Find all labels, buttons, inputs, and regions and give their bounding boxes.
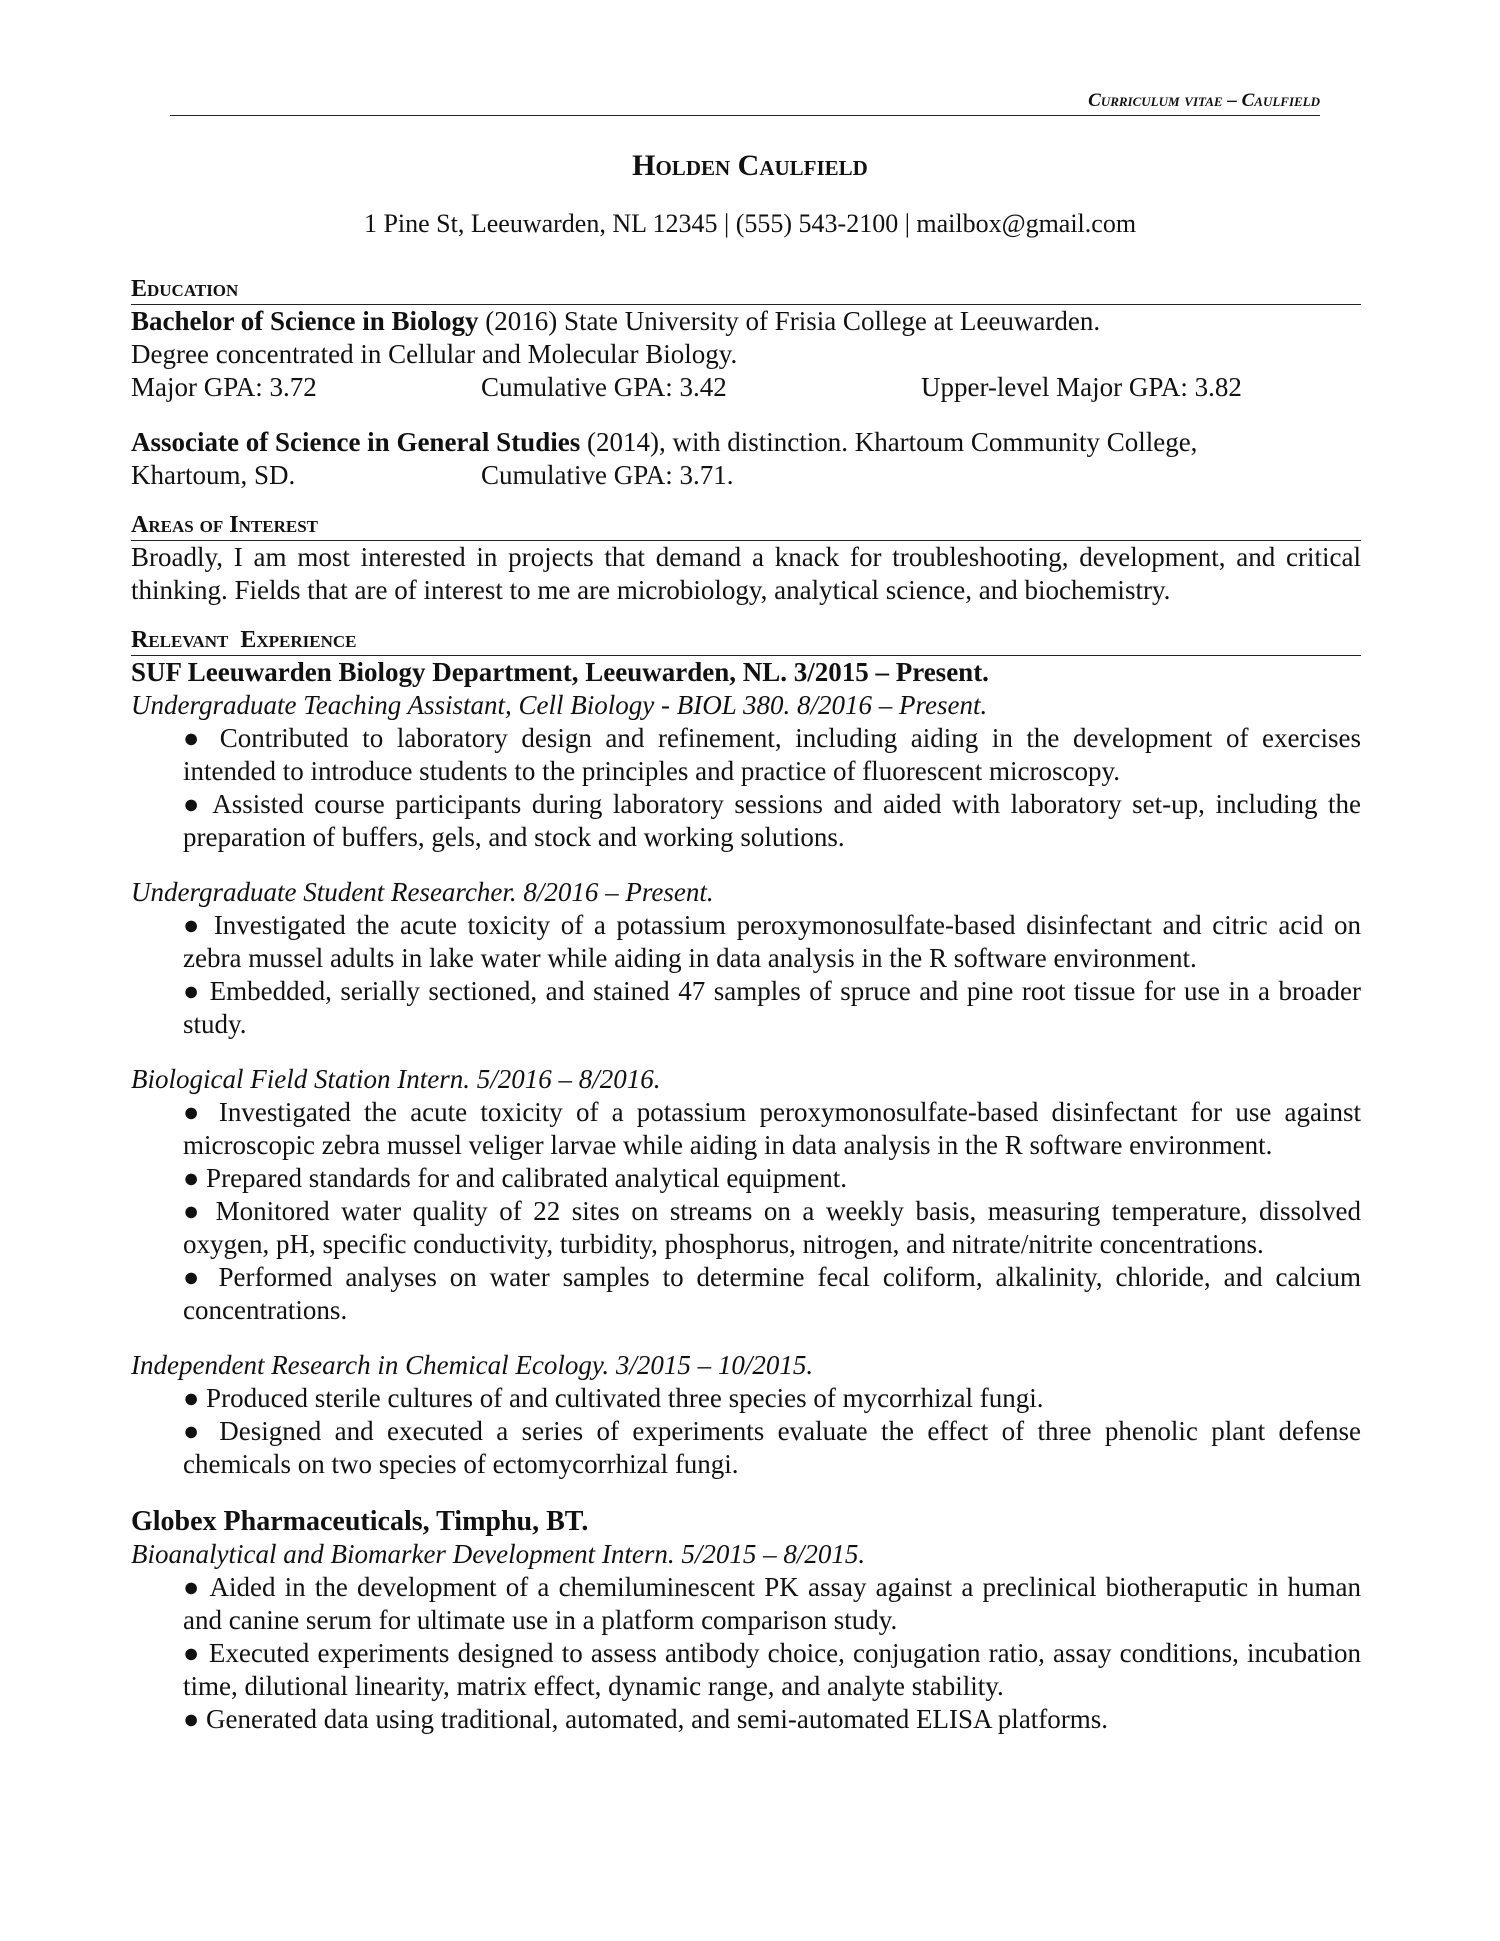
degree2-line: [131, 426, 1361, 459]
list-item: ● Performed analyses on water samples to determine fecal coliform, alkalinity, chloride, and calcium concentrations.: [183, 1262, 1361, 1325]
cumulative-gpa: Cumulative GPA: 3.42: [481, 372, 727, 402]
list-item: ● Prepared standards for and calibrated analytical equipment.: [183, 1163, 848, 1193]
list-item: ● Contributed to laboratory design and refinement, including aiding in the development of exercises intended to introduce students to the principles and practice of fluorescent microscopy.: [183, 723, 1361, 786]
role1-bullets: [131, 722, 1361, 854]
cv-content: [131, 274, 1361, 1736]
degree2-location: Khartoum, SD.: [131, 460, 296, 490]
degree2-cumulative-gpa: Cumulative GPA: 3.71.: [481, 460, 734, 490]
degree1-line: [131, 305, 1361, 338]
role2-bullets: [131, 909, 1361, 1041]
role2-title: Undergraduate Student Researcher. 8/2016 – Present.: [131, 877, 714, 907]
role3-title: Biological Field Station Intern. 5/2016 – 8/2016.: [131, 1064, 661, 1094]
list-item: ● Aided in the development of a chemiluminescent PK assay against a preclinical biotheraputic in human and canine serum for ultimate use in a platform comparison study.: [183, 1572, 1361, 1635]
role3-bullets: [131, 1096, 1361, 1327]
role4-bullets: [131, 1382, 1361, 1481]
candidate-name: Holden Caulfield: [632, 149, 868, 182]
list-item: ● Investigated the acute toxicity of a potassium peroxymonosulfate-based disinfectant for use against microscopic zebra mussel veliger larvae while aiding in data analysis in the R software environment.: [183, 1097, 1361, 1160]
list-item: ● Investigated the acute toxicity of a potassium peroxymonosulfate-based disinfectant and citric acid on zebra mussel adults in lake water while aiding in data analysis in the R software environment.: [183, 910, 1361, 973]
education-heading: Education: [131, 274, 1361, 305]
org2: Globex Pharmaceuticals, Timphu, BT.: [131, 1506, 589, 1537]
degree2-title: Associate of Science in General Studies: [131, 427, 581, 457]
list-item: ● Generated data using traditional, automated, and semi-automated ELISA platforms.: [183, 1704, 1109, 1734]
experience-heading: Relevant Experience: [131, 625, 1361, 656]
list-item: ● Executed experiments designed to assess antibody choice, conjugation ratio, assay conditions, incubation time, dilutional linearity, matrix effect, dynamic range, and analyte stability.: [183, 1638, 1361, 1701]
role4-title: Independent Research in Chemical Ecology. 3/2015 – 10/2015.: [131, 1350, 814, 1380]
upper-level-gpa: Upper-level Major GPA: 3.82: [921, 372, 1242, 402]
role5-bullets: [131, 1571, 1361, 1736]
list-item: ● Assisted course participants during laboratory sessions and aided with laboratory set-up, including the preparation of buffers, gels, and stock and working solutions.: [183, 789, 1361, 852]
list-item: ● Embedded, serially sectioned, and stained 47 samples of spruce and pine root tissue for use in a broader study.: [183, 976, 1361, 1039]
degree2-rest: (2014), with distinction. Khartoum Community College,: [580, 427, 1198, 457]
contact-line: 1 Pine St, Leeuwarden, NL 12345 | (555) 543-2100 | mailbox@gmail.com: [363, 209, 1137, 238]
degree2-gpa-row: [131, 459, 1361, 492]
degree1-gpa-row: [131, 371, 1361, 404]
interests-heading: Areas of Interest: [131, 510, 1361, 541]
major-gpa: Major GPA: 3.72: [131, 372, 317, 402]
role1-title: Undergraduate Teaching Assistant, Cell Biology - BIOL 380. 8/2016 – Present.: [131, 690, 988, 720]
degree1-title: Bachelor of Science in Biology: [131, 306, 479, 336]
running-header: Curriculum vitae – Caulfield: [170, 88, 1320, 116]
degree1-concentration: Degree concentrated in Cellular and Molecular Biology.: [131, 339, 738, 369]
degree1-rest: (2016) State University of Frisia College at Leeuwarden.: [478, 306, 1101, 336]
org1: SUF Leeuwarden Biology Department, Leeuwarden, NL. 3/2015 – Present.: [131, 657, 989, 687]
list-item: ● Monitored water quality of 22 sites on streams on a weekly basis, measuring temperature, dissolved oxygen, pH, specific conductivity, turbidity, phosphorus, nitrogen, and nitrate/nitrite concentrations.: [183, 1196, 1361, 1259]
interests-text: Broadly, I am most interested in projects that demand a knack for troubleshooting, development, and critical thinking. Fields that are of interest to me are microbiology, analytical science, and biochemistry.: [131, 542, 1361, 605]
role5-title: Bioanalytical and Biomarker Development Intern. 5/2015 – 8/2015.: [131, 1539, 866, 1569]
list-item: ● Designed and executed a series of experiments evaluate the effect of three phenolic plant defense chemicals on two species of ectomycorrhizal fungi.: [183, 1416, 1361, 1479]
list-item: ● Produced sterile cultures of and cultivated three species of mycorrhizal fungi.: [183, 1383, 1044, 1413]
